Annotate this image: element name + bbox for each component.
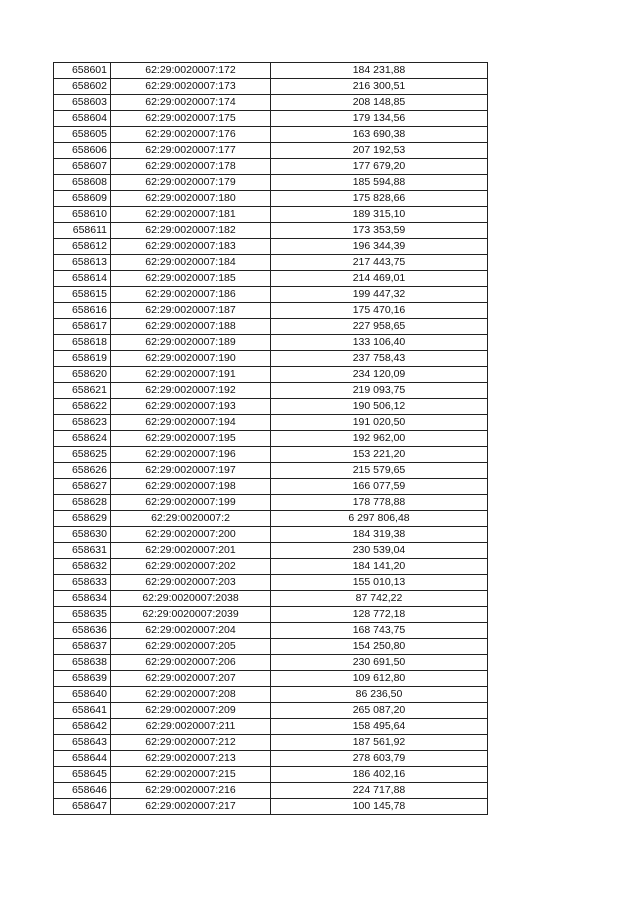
cadastral-number-cell: 62:29:0020007:204 bbox=[111, 623, 271, 639]
cadastral-number-cell: 62:29:0020007:193 bbox=[111, 399, 271, 415]
table-row bbox=[54, 383, 488, 399]
cadastral-number-cell: 62:29:0020007:177 bbox=[111, 143, 271, 159]
cadastral-value-cell: 153 221,20 bbox=[271, 447, 488, 463]
table-row bbox=[54, 431, 488, 447]
cadastral-value-cell: 184 231,88 bbox=[271, 63, 488, 79]
cadastral-value-cell: 175 828,66 bbox=[271, 191, 488, 207]
cadastral-value-cell: 6 297 806,48 bbox=[271, 511, 488, 527]
row-number-cell: 658634 bbox=[54, 591, 111, 607]
row-number-cell: 658643 bbox=[54, 735, 111, 751]
row-number-cell: 658613 bbox=[54, 255, 111, 271]
table-row bbox=[54, 143, 488, 159]
row-number-cell: 658619 bbox=[54, 351, 111, 367]
table-row bbox=[54, 79, 488, 95]
cadastral-value-cell: 224 717,88 bbox=[271, 783, 488, 799]
row-number-cell: 658646 bbox=[54, 783, 111, 799]
cadastral-value-cell: 189 315,10 bbox=[271, 207, 488, 223]
table-row bbox=[54, 623, 488, 639]
cadastral-value-cell: 168 743,75 bbox=[271, 623, 488, 639]
cadastral-value-cell: 237 758,43 bbox=[271, 351, 488, 367]
row-number-cell: 658623 bbox=[54, 415, 111, 431]
table-row bbox=[54, 127, 488, 143]
cadastral-number-cell: 62:29:0020007:176 bbox=[111, 127, 271, 143]
row-number-cell: 658641 bbox=[54, 703, 111, 719]
table-row bbox=[54, 255, 488, 271]
cadastral-value-cell: 178 778,88 bbox=[271, 495, 488, 511]
row-number-cell: 658620 bbox=[54, 367, 111, 383]
row-number-cell: 658615 bbox=[54, 287, 111, 303]
cadastral-number-cell: 62:29:0020007:191 bbox=[111, 367, 271, 383]
table-row bbox=[54, 191, 488, 207]
cadastral-number-cell: 62:29:0020007:182 bbox=[111, 223, 271, 239]
cadastral-number-cell: 62:29:0020007:208 bbox=[111, 687, 271, 703]
cadastral-number-cell: 62:29:0020007:174 bbox=[111, 95, 271, 111]
cadastral-number-cell: 62:29:0020007:192 bbox=[111, 383, 271, 399]
row-number-cell: 658629 bbox=[54, 511, 111, 527]
cadastral-number-cell: 62:29:0020007:2 bbox=[111, 511, 271, 527]
row-number-cell: 658618 bbox=[54, 335, 111, 351]
cadastral-number-cell: 62:29:0020007:201 bbox=[111, 543, 271, 559]
cadastral-value-cell: 154 250,80 bbox=[271, 639, 488, 655]
row-number-cell: 658635 bbox=[54, 607, 111, 623]
cadastral-value-cell: 234 120,09 bbox=[271, 367, 488, 383]
cadastral-value-cell: 133 106,40 bbox=[271, 335, 488, 351]
cadastral-value-cell: 278 603,79 bbox=[271, 751, 488, 767]
cadastral-number-cell: 62:29:0020007:216 bbox=[111, 783, 271, 799]
table-row bbox=[54, 735, 488, 751]
row-number-cell: 658631 bbox=[54, 543, 111, 559]
table-row bbox=[54, 463, 488, 479]
cadastral-value-cell: 190 506,12 bbox=[271, 399, 488, 415]
row-number-cell: 658608 bbox=[54, 175, 111, 191]
row-number-cell: 658639 bbox=[54, 671, 111, 687]
row-number-cell: 658642 bbox=[54, 719, 111, 735]
row-number-cell: 658647 bbox=[54, 799, 111, 815]
cadastral-value-cell: 155 010,13 bbox=[271, 575, 488, 591]
cadastral-value-cell: 214 469,01 bbox=[271, 271, 488, 287]
table-row bbox=[54, 415, 488, 431]
table-row bbox=[54, 719, 488, 735]
cadastral-number-cell: 62:29:0020007:198 bbox=[111, 479, 271, 495]
cadastral-value-cell: 191 020,50 bbox=[271, 415, 488, 431]
cadastral-number-cell: 62:29:0020007:215 bbox=[111, 767, 271, 783]
cadastral-number-cell: 62:29:0020007:211 bbox=[111, 719, 271, 735]
row-number-cell: 658606 bbox=[54, 143, 111, 159]
cadastral-number-cell: 62:29:0020007:194 bbox=[111, 415, 271, 431]
table-row bbox=[54, 319, 488, 335]
cadastral-value-cell: 184 141,20 bbox=[271, 559, 488, 575]
table-row bbox=[54, 303, 488, 319]
cadastral-value-cell: 184 319,38 bbox=[271, 527, 488, 543]
cadastral-number-cell: 62:29:0020007:180 bbox=[111, 191, 271, 207]
table-row bbox=[54, 783, 488, 799]
table-row bbox=[54, 479, 488, 495]
cadastral-number-cell: 62:29:0020007:209 bbox=[111, 703, 271, 719]
cadastral-value-cell: 199 447,32 bbox=[271, 287, 488, 303]
table-row bbox=[54, 591, 488, 607]
row-number-cell: 658630 bbox=[54, 527, 111, 543]
cadastral-value-cell: 100 145,78 bbox=[271, 799, 488, 815]
cadastral-number-cell: 62:29:0020007:203 bbox=[111, 575, 271, 591]
row-number-cell: 658633 bbox=[54, 575, 111, 591]
cadastral-value-cell: 166 077,59 bbox=[271, 479, 488, 495]
cadastral-value-cell: 215 579,65 bbox=[271, 463, 488, 479]
cadastral-value-cell: 109 612,80 bbox=[271, 671, 488, 687]
cadastral-number-cell: 62:29:0020007:178 bbox=[111, 159, 271, 175]
table-row bbox=[54, 111, 488, 127]
cadastral-number-cell: 62:29:0020007:183 bbox=[111, 239, 271, 255]
cadastral-number-cell: 62:29:0020007:187 bbox=[111, 303, 271, 319]
table-row bbox=[54, 95, 488, 111]
row-number-cell: 658626 bbox=[54, 463, 111, 479]
row-number-cell: 658603 bbox=[54, 95, 111, 111]
row-number-cell: 658605 bbox=[54, 127, 111, 143]
table-row bbox=[54, 575, 488, 591]
table-row bbox=[54, 175, 488, 191]
row-number-cell: 658638 bbox=[54, 655, 111, 671]
cadastral-value-cell: 230 691,50 bbox=[271, 655, 488, 671]
cadastral-number-cell: 62:29:0020007:206 bbox=[111, 655, 271, 671]
row-number-cell: 658612 bbox=[54, 239, 111, 255]
cadastral-value-cell: 265 087,20 bbox=[271, 703, 488, 719]
cadastral-value-cell: 217 443,75 bbox=[271, 255, 488, 271]
cadastral-value-cell: 230 539,04 bbox=[271, 543, 488, 559]
table-row bbox=[54, 287, 488, 303]
table-row bbox=[54, 767, 488, 783]
row-number-cell: 658601 bbox=[54, 63, 111, 79]
row-number-cell: 658622 bbox=[54, 399, 111, 415]
row-number-cell: 658625 bbox=[54, 447, 111, 463]
cadastral-value-cell: 216 300,51 bbox=[271, 79, 488, 95]
row-number-cell: 658607 bbox=[54, 159, 111, 175]
cadastral-number-cell: 62:29:0020007:2038 bbox=[111, 591, 271, 607]
cadastral-value-cell: 186 402,16 bbox=[271, 767, 488, 783]
row-number-cell: 658624 bbox=[54, 431, 111, 447]
cadastral-number-cell: 62:29:0020007:179 bbox=[111, 175, 271, 191]
cadastral-value-cell: 219 093,75 bbox=[271, 383, 488, 399]
table-row bbox=[54, 543, 488, 559]
cadastral-value-cell: 208 148,85 bbox=[271, 95, 488, 111]
cadastral-value-cell: 87 742,22 bbox=[271, 591, 488, 607]
cadastral-number-cell: 62:29:0020007:197 bbox=[111, 463, 271, 479]
table-row bbox=[54, 63, 488, 79]
cadastral-number-cell: 62:29:0020007:195 bbox=[111, 431, 271, 447]
row-number-cell: 658628 bbox=[54, 495, 111, 511]
table-row bbox=[54, 447, 488, 463]
cadastral-value-cell: 179 134,56 bbox=[271, 111, 488, 127]
cadastral-value-cell: 173 353,59 bbox=[271, 223, 488, 239]
table-row bbox=[54, 511, 488, 527]
row-number-cell: 658610 bbox=[54, 207, 111, 223]
cadastral-number-cell: 62:29:0020007:196 bbox=[111, 447, 271, 463]
cadastral-value-cell: 192 962,00 bbox=[271, 431, 488, 447]
row-number-cell: 658602 bbox=[54, 79, 111, 95]
cadastral-value-table bbox=[53, 62, 488, 815]
row-number-cell: 658614 bbox=[54, 271, 111, 287]
cadastral-value-cell: 187 561,92 bbox=[271, 735, 488, 751]
cadastral-number-cell: 62:29:0020007:190 bbox=[111, 351, 271, 367]
table-row bbox=[54, 751, 488, 767]
cadastral-value-cell: 158 495,64 bbox=[271, 719, 488, 735]
table-row bbox=[54, 335, 488, 351]
cadastral-number-cell: 62:29:0020007:202 bbox=[111, 559, 271, 575]
cadastral-number-cell: 62:29:0020007:207 bbox=[111, 671, 271, 687]
row-number-cell: 658609 bbox=[54, 191, 111, 207]
cadastral-value-cell: 128 772,18 bbox=[271, 607, 488, 623]
table-row bbox=[54, 271, 488, 287]
cadastral-number-cell: 62:29:0020007:2039 bbox=[111, 607, 271, 623]
cadastral-number-cell: 62:29:0020007:175 bbox=[111, 111, 271, 127]
cadastral-value-cell: 177 679,20 bbox=[271, 159, 488, 175]
table-row bbox=[54, 239, 488, 255]
cadastral-value-cell: 86 236,50 bbox=[271, 687, 488, 703]
cadastral-number-cell: 62:29:0020007:185 bbox=[111, 271, 271, 287]
cadastral-number-cell: 62:29:0020007:189 bbox=[111, 335, 271, 351]
table-row bbox=[54, 687, 488, 703]
table-row bbox=[54, 703, 488, 719]
cadastral-value-cell: 185 594,88 bbox=[271, 175, 488, 191]
row-number-cell: 658617 bbox=[54, 319, 111, 335]
cadastral-value-cell: 175 470,16 bbox=[271, 303, 488, 319]
cadastral-number-cell: 62:29:0020007:199 bbox=[111, 495, 271, 511]
cadastral-number-cell: 62:29:0020007:172 bbox=[111, 63, 271, 79]
table-row bbox=[54, 367, 488, 383]
cadastral-number-cell: 62:29:0020007:205 bbox=[111, 639, 271, 655]
table-row bbox=[54, 495, 488, 511]
row-number-cell: 658627 bbox=[54, 479, 111, 495]
table-row bbox=[54, 207, 488, 223]
row-number-cell: 658640 bbox=[54, 687, 111, 703]
cadastral-number-cell: 62:29:0020007:188 bbox=[111, 319, 271, 335]
cadastral-value-cell: 207 192,53 bbox=[271, 143, 488, 159]
cadastral-number-cell: 62:29:0020007:200 bbox=[111, 527, 271, 543]
table-row bbox=[54, 527, 488, 543]
table-row bbox=[54, 351, 488, 367]
table-row bbox=[54, 223, 488, 239]
cadastral-number-cell: 62:29:0020007:173 bbox=[111, 79, 271, 95]
table-row bbox=[54, 559, 488, 575]
cadastral-value-cell: 163 690,38 bbox=[271, 127, 488, 143]
row-number-cell: 658645 bbox=[54, 767, 111, 783]
cadastral-number-cell: 62:29:0020007:181 bbox=[111, 207, 271, 223]
table-row bbox=[54, 607, 488, 623]
cadastral-number-cell: 62:29:0020007:213 bbox=[111, 751, 271, 767]
cadastral-number-cell: 62:29:0020007:184 bbox=[111, 255, 271, 271]
table-row bbox=[54, 399, 488, 415]
table-row bbox=[54, 799, 488, 815]
cadastral-number-cell: 62:29:0020007:212 bbox=[111, 735, 271, 751]
table-row bbox=[54, 159, 488, 175]
table-row bbox=[54, 639, 488, 655]
cadastral-number-cell: 62:29:0020007:217 bbox=[111, 799, 271, 815]
row-number-cell: 658621 bbox=[54, 383, 111, 399]
cadastral-number-cell: 62:29:0020007:186 bbox=[111, 287, 271, 303]
row-number-cell: 658637 bbox=[54, 639, 111, 655]
cadastral-value-cell: 227 958,65 bbox=[271, 319, 488, 335]
row-number-cell: 658632 bbox=[54, 559, 111, 575]
table-body bbox=[54, 63, 488, 815]
row-number-cell: 658611 bbox=[54, 223, 111, 239]
row-number-cell: 658644 bbox=[54, 751, 111, 767]
row-number-cell: 658604 bbox=[54, 111, 111, 127]
table-row bbox=[54, 671, 488, 687]
table-row bbox=[54, 655, 488, 671]
row-number-cell: 658636 bbox=[54, 623, 111, 639]
cadastral-value-cell: 196 344,39 bbox=[271, 239, 488, 255]
row-number-cell: 658616 bbox=[54, 303, 111, 319]
